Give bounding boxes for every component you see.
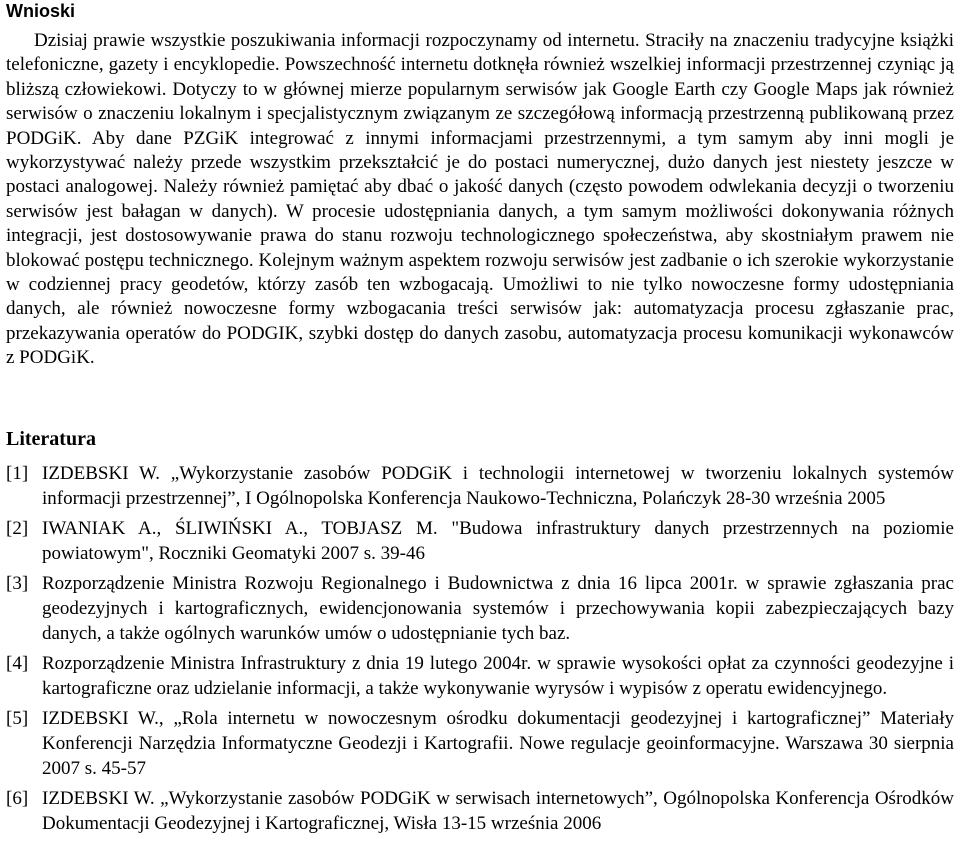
reference-text: Rozporządzenie Ministra Infrastruktury z dnia 19 lutego 2004r. w sprawie wysokości opłat za czynności geodezyjne i kartograficzne oraz udzielanie informacji, a także wykonywanie wyrysów i wypisów z operatu ewidencyjnego.	[42, 652, 954, 699]
document-page	[6, 0, 954, 841]
conclusions-heading: Wnioski	[6, 1, 76, 21]
reference-text: IWANIAK A., ŚLIWIŃSKI A., TOBJASZ M. "Budowa infrastruktury danych przestrzennych na poziomie powiatowym", Roczniki Geomatyki 2007 s. 39-46	[42, 517, 954, 564]
reference-text: IZDEBSKI W. „Wykorzystanie zasobów PODGiK i technologii internetowej w tworzeniu lokalnych systemów informacji przestrzennej”, I Ogólnopolska Konferencja Naukowo-Techniczna, Polańczyk 28-30 września 2005	[42, 462, 954, 509]
reference-number: [1]	[6, 462, 29, 484]
reference-number: [4]	[6, 652, 29, 674]
conclusions-paragraph: Dzisiaj prawie wszystkie poszukiwania informacji rozpoczynamy od internetu. Straciły na znaczeniu tradycyjne książki telefoniczne, gazety i encyklopedie. Powszechność internetu dotknęła również wszelkiej informacji przestrzennej czyniąc ją bliższą człowiekowi. Dotyczy to w głównej mierze popularnym serwisów jak Google Earth czy Google Maps jak również serwisów o znaczeniu lokalnym i specjalistycznym związanym ze szczegółową informacją przestrzenną publikowaną przez PODGiK. Aby dane PZGiK integrować z innymi informacjami przestrzennymi, a tym samym aby inni mogli je wykorzystywać należy przede wszystkim przekształcić je do postaci numerycznej, dużo danych jest niestety jeszcze w postaci analogowej. Należy również pamiętać aby dbać o jakość danych (często powodem odwlekania decyzji o tworzeniu serwisów jest bałagan w danych). W procesie udostępniania danych, a tym samym możliwości dokonywania różnych integracji, jest dostosowywanie prawa do stanu rozwoju technologicznego społeczeństwa, aby skostniałym prawem nie blokować postępu technicznego. Kolejnym ważnym aspektem rozwoju serwisów jest zadbanie o ich szerokie wykorzystanie w codziennej pracy geodetów, którzy zasób ten wzbogacają. Umożliwi to nie tylko nowoczesne formy udostępniania danych, ale również nowoczesne formy wzbogacania treści serwisów jak: automatyzacja procesu zgłaszanie prac, przekazywania operatów do PODGIK, szybki dostęp do danych zasobu, automatyzacja procesu komunikacji wykonawców z PODGiK.	[6, 30, 954, 369]
reference-item	[6, 706, 954, 781]
reference-number: [6]	[6, 787, 29, 809]
reference-text: IZDEBSKI W. „Wykorzystanie zasobów PODGiK w serwisach internetowych”, Ogólnopolska Konferencja Ośrodków Dokumentacji Geodezyjnej i Kartograficznej, Wisła 13-15 września 2006	[42, 787, 954, 834]
reference-text: IZDEBSKI W., „Rola internetu w nowoczesnym ośrodku dokumentacji geodezyjnej i kartograficznej” Materiały Konferencji Narzędzia Informatyczne Geodezji i Kartografii. Nowe regulacje geoinformacyjne. Warszawa 30 sierpnia 2007 s. 45-57	[42, 707, 954, 779]
reference-number: [2]	[6, 517, 29, 539]
reference-item	[6, 651, 954, 701]
literature-heading: Literatura	[6, 427, 96, 450]
reference-text: Rozporządzenie Ministra Rozwoju Regionalnego i Budownictwa z dnia 16 lipca 2001r. w sprawie zgłaszania prac geodezyjnych i kartograficznych, ewidencjonowania systemów i przechowywania kopii zabezpieczających bazy danych, a także ogólnych warunków umów o udostępnianie tych baz.	[42, 572, 954, 644]
reference-number: [5]	[6, 707, 29, 729]
reference-item	[6, 786, 954, 836]
reference-item	[6, 461, 954, 511]
reference-item	[6, 571, 954, 646]
reference-list	[6, 461, 954, 836]
reference-item	[6, 516, 954, 566]
reference-number: [3]	[6, 572, 29, 594]
